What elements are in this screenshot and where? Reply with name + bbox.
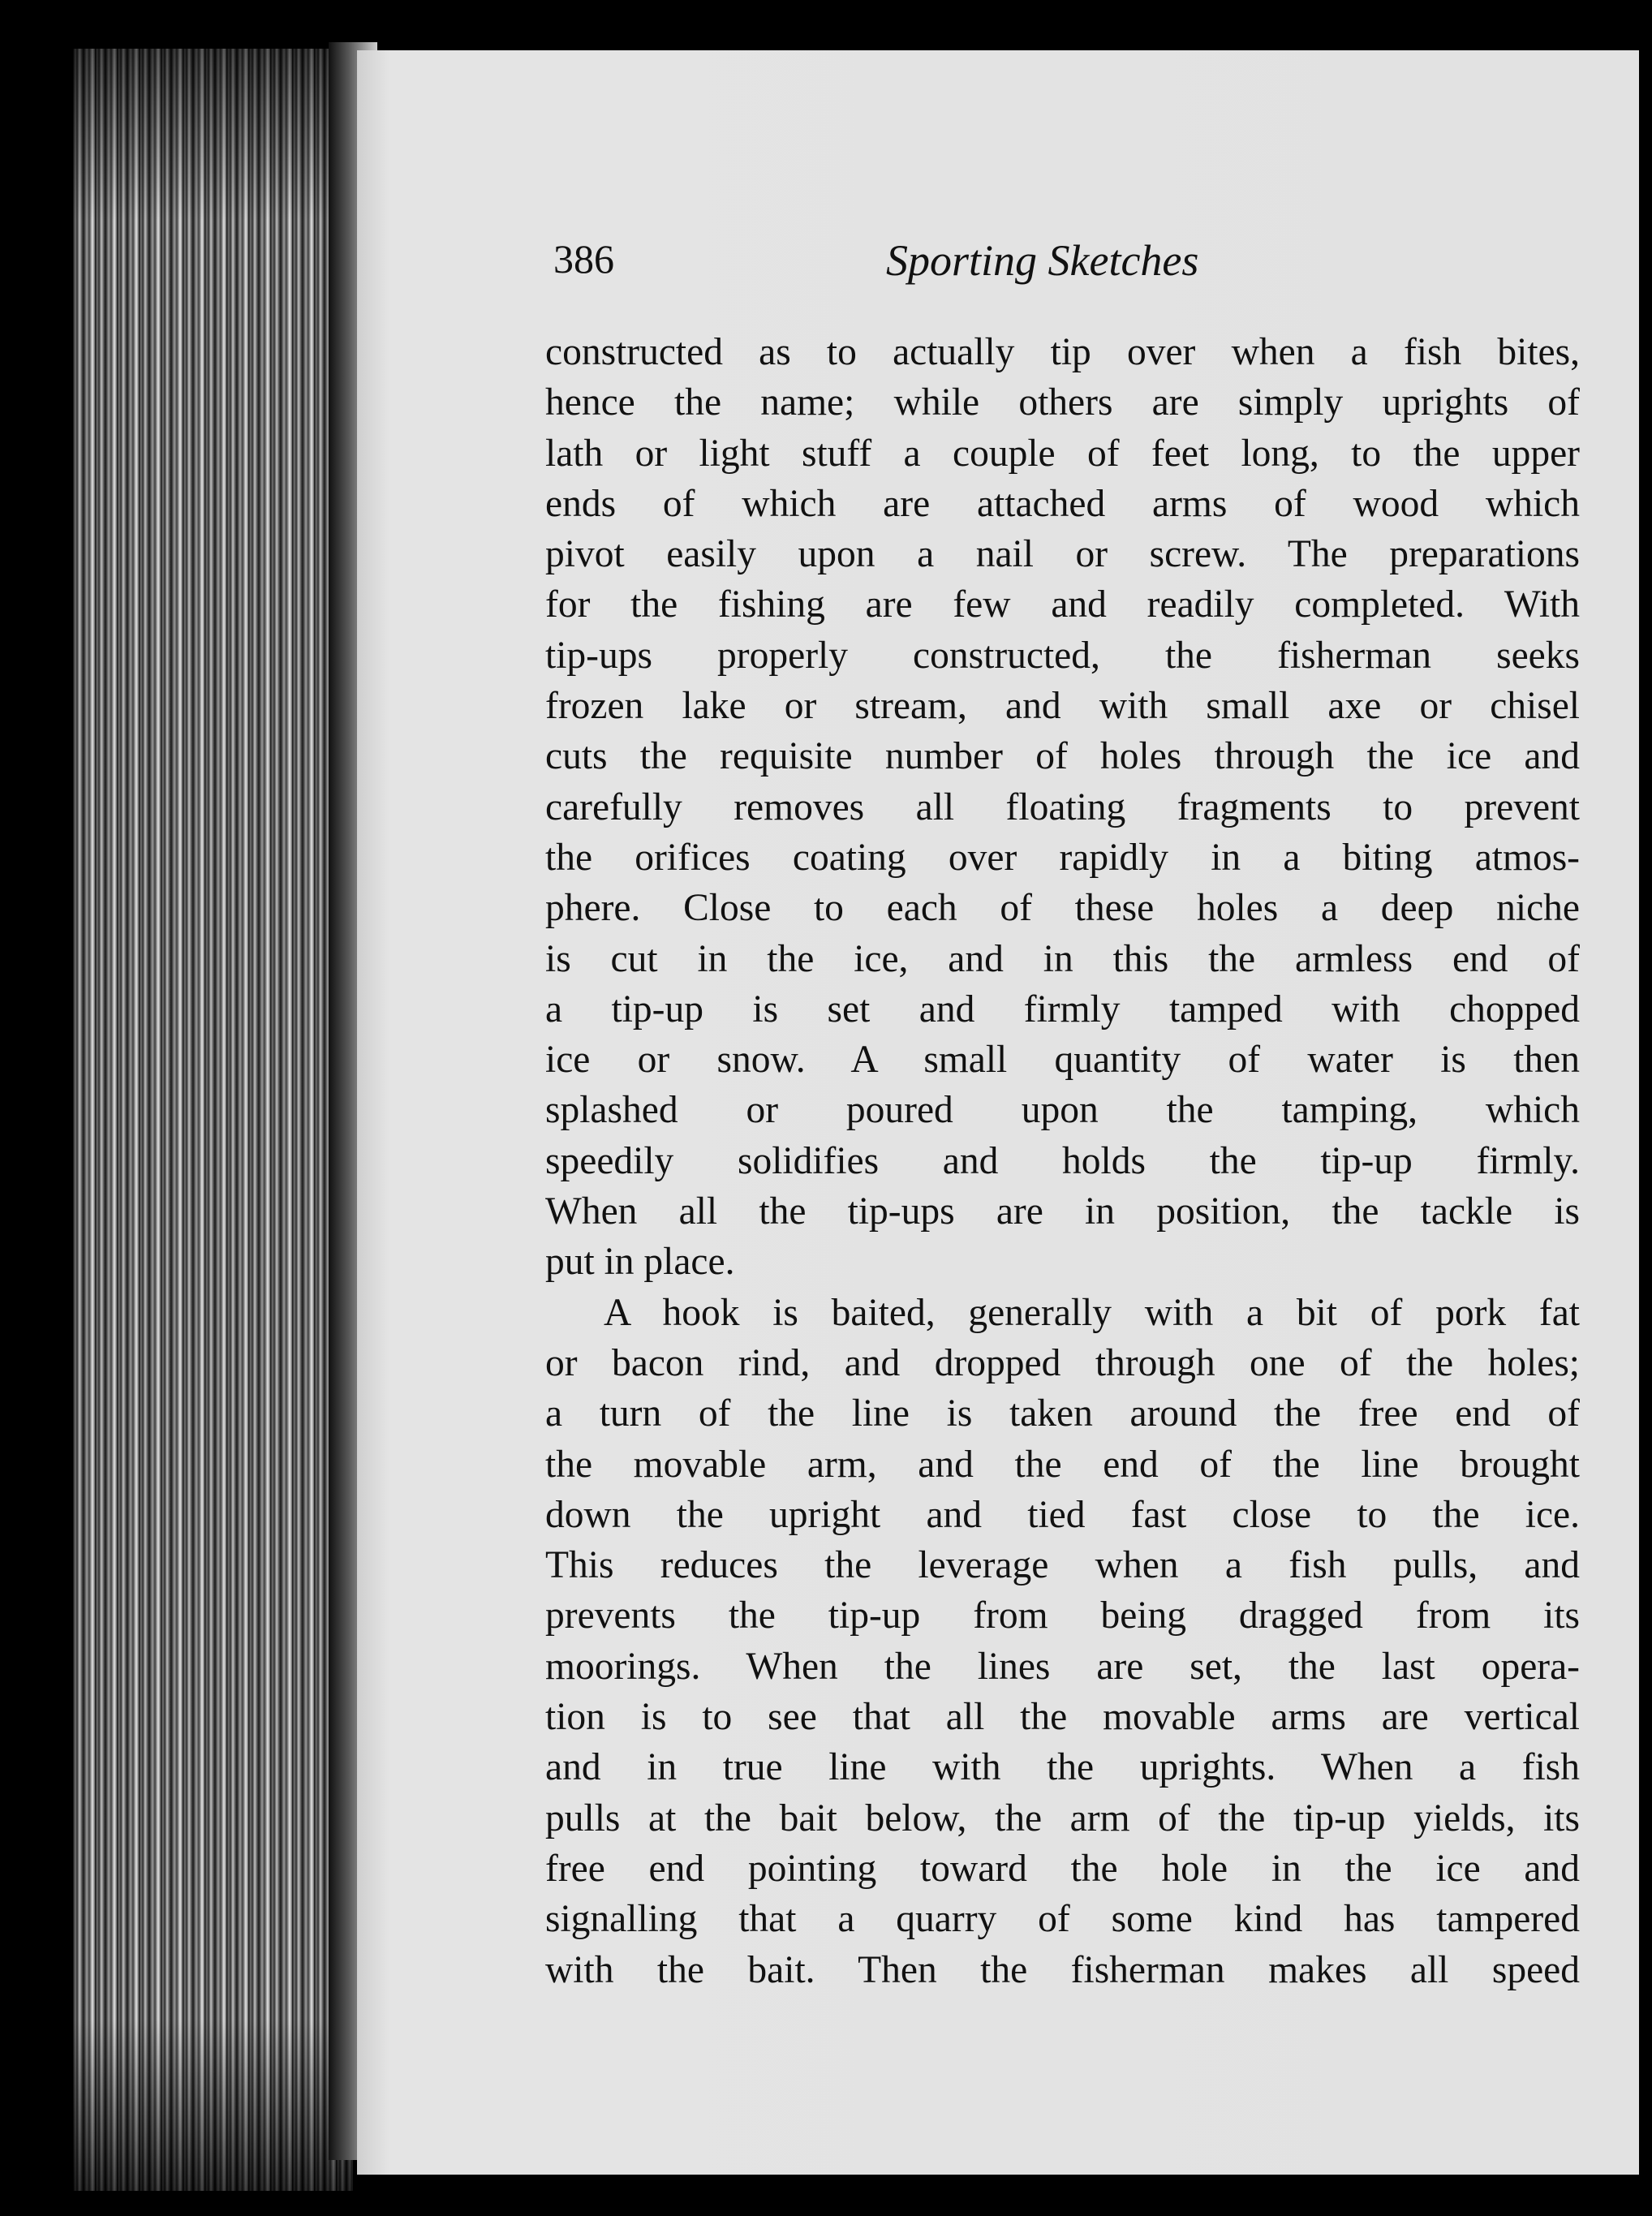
text-line: free end pointing toward the hole in the ice and bbox=[545, 1847, 1580, 1890]
running-title: Sporting Sketches bbox=[886, 236, 1199, 285]
text-line: ice or snow. A small quantity of water is then bbox=[545, 1039, 1580, 1082]
text-line: down the upright and tied fast close to the ice. bbox=[545, 1493, 1580, 1536]
text-line: tip-ups properly constructed, the fisherman seeks bbox=[545, 634, 1580, 677]
text-line: cuts the requisite number of holes through the ice and bbox=[545, 735, 1580, 778]
text-line: prevents the tip-up from being dragged from its bbox=[545, 1594, 1580, 1637]
text-line: A hook is baited, generally with a bit of pork fat bbox=[604, 1291, 1580, 1334]
paragraph bbox=[545, 327, 1580, 1288]
page-block-edge bbox=[73, 49, 353, 2191]
text-line: pivot easily upon a nail or screw. The preparations bbox=[545, 533, 1580, 576]
text-line: the orifices coating over rapidly in a biting atmos- bbox=[545, 836, 1580, 879]
page-bottom-shadow bbox=[357, 2175, 1639, 2216]
text-line: and in true line with the uprights. When a fish bbox=[545, 1746, 1580, 1789]
text-line: ends of which are attached arms of wood which bbox=[545, 482, 1580, 525]
text-line: When all the tip-ups are in position, the tackle is bbox=[545, 1190, 1580, 1233]
text-line: signalling that a quarry of some kind has tampered bbox=[545, 1898, 1580, 1941]
text-line: lath or light stuff a couple of feet long, to the upper bbox=[545, 432, 1580, 475]
text-line: pulls at the bait below, the arm of the tip-up yields, its bbox=[545, 1796, 1580, 1839]
text-line: put in place. bbox=[545, 1241, 735, 1284]
text-line: constructed as to actually tip over when a fish bites, bbox=[545, 331, 1580, 373]
text-line: moorings. When the lines are set, the last opera- bbox=[545, 1645, 1580, 1688]
text-line: phere. Close to each of these holes a deep niche bbox=[545, 887, 1580, 930]
text-line: with the bait. Then the fisherman makes all speed bbox=[545, 1948, 1580, 1991]
page-number: 386 bbox=[553, 236, 614, 282]
text-line: the movable arm, and the end of the line brought bbox=[545, 1443, 1580, 1486]
text-line: is cut in the ice, and in this the armless end of bbox=[545, 937, 1580, 980]
text-line: or bacon rind, and dropped through one of the holes; bbox=[545, 1341, 1580, 1384]
text-line: for the fishing are few and readily completed. With bbox=[545, 583, 1580, 626]
text-line: This reduces the leverage when a fish pulls, and bbox=[545, 1544, 1580, 1587]
text-line: splashed or poured upon the tamping, which bbox=[545, 1089, 1580, 1132]
text-line: frozen lake or stream, and with small axe or chisel bbox=[545, 685, 1580, 728]
text-line: tion is to see that all the movable arms are vertical bbox=[545, 1696, 1580, 1739]
text-line: a turn of the line is taken around the free end of bbox=[545, 1392, 1580, 1435]
text-line: carefully removes all floating fragments to prevent bbox=[545, 785, 1580, 828]
text-line: a tip-up is set and firmly tamped with chopped bbox=[545, 988, 1580, 1031]
text-line: speedily solidifies and holds the tip-up firmly. bbox=[545, 1139, 1580, 1182]
body-text bbox=[545, 327, 1580, 1995]
text-line: hence the name; while others are simply uprights of bbox=[545, 381, 1580, 424]
running-header bbox=[553, 235, 1568, 300]
paragraph bbox=[545, 1288, 1580, 1995]
